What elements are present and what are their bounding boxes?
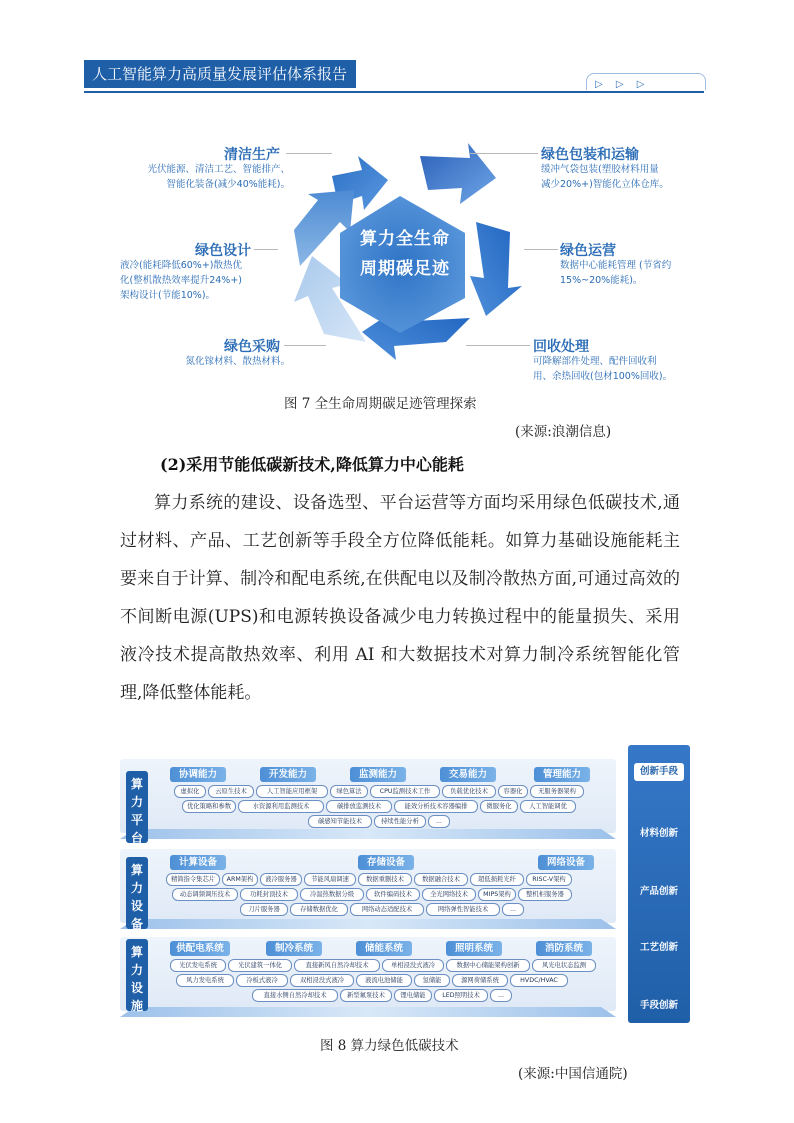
tech-pill: 网络动态适配技术 [350, 903, 424, 916]
tech-pill: 动态调频调压技术 [172, 888, 238, 901]
stage-green-design-title: 绿色设计 [195, 243, 251, 259]
tech-pill: 能效分析技术容器编排 [394, 800, 478, 813]
tech-pill: 碳排放监测技术 [326, 800, 392, 813]
header-title: 人工智能算力高质量发展评估体系报告 [84, 60, 356, 88]
stage-green-procurement-desc: 氮化镓材料、散热材料。 [185, 356, 290, 367]
stage-recycling-title: 回收处理 [533, 339, 589, 355]
tech-pill: 单相浸没式液冷 [382, 959, 444, 972]
leader-line [470, 153, 538, 154]
tech-pill: 双相浸没式液冷 [290, 974, 354, 987]
tech-pill: 新型氟泵技术 [340, 989, 392, 1002]
innovation-item: 材料创新 [639, 828, 678, 839]
leader-line [524, 249, 558, 250]
tech-pill: 液冷服务器 [260, 873, 302, 886]
stage-clean-production-desc: 光伏能源、清洁工艺、智能排产、 智能化装备(减少40%能耗)。 [147, 164, 290, 190]
layer-facility-label: 算力设施 [126, 939, 148, 1011]
tech-pill: 碳感知节能技术 [308, 815, 372, 828]
tech-pill: 锂电储能 [394, 989, 432, 1002]
layer-platform-header: 管理能力 [534, 767, 590, 782]
tech-pill: 光伏建筑一体化 [228, 959, 292, 972]
cycle-center-line2: 周期碳足迹 [360, 259, 450, 279]
tech-pill: 虚拟化 [174, 785, 206, 798]
tech-pill: MIPS架构 [478, 888, 516, 901]
arrow-green-operation [470, 222, 522, 316]
figure-7-source: (来源:浪潮信息) [515, 424, 612, 440]
figure-8-source: (来源:中国信通院) [518, 1066, 628, 1082]
tech-pill: 直接水侧自然冷却技术 [252, 989, 338, 1002]
leader-line [466, 345, 530, 346]
tech-pill: 精简指令集芯片 [166, 873, 220, 886]
tech-pill: 数据重删技术 [358, 873, 412, 886]
tech-pill: 无服务器架构 [530, 785, 584, 798]
header-arrow-icons: ▷ ▷ ▷ [595, 79, 650, 90]
layer-platform-header: 监测能力 [350, 767, 406, 782]
tech-pill: 风光电状态监测 [532, 959, 596, 972]
layer-device-header: 计算设备 [170, 855, 226, 870]
layer-device-header: 网络设备 [538, 855, 594, 870]
stage-green-packaging-desc: 缓冲气袋包装(塑胶材料用量 减少20%+)智能化立体仓库。 [541, 164, 669, 190]
stage-clean-production-title: 清洁生产 [224, 147, 280, 163]
innovation-item: 产品创新 [639, 886, 678, 897]
layer-platform-label: 算力平台 [126, 771, 148, 843]
innovation-heading: 创新手段 [634, 763, 684, 781]
tech-pill: 持续性能分析 [374, 815, 426, 828]
layer-platform-header: 开发能力 [260, 767, 316, 782]
tech-pill: HVDC/HVAC [510, 974, 568, 987]
tech-pill: 数据中心储能架构创新 [446, 959, 530, 972]
innovation-item: 工艺创新 [639, 942, 678, 953]
body-paragraph: 算力系统的建设、设备选型、平台运营等方面均采用绿色低碳技术,通过材料、产品、工艺创新等手段全方位降低能耗。如算力基础设施能耗主要来自于计算、制冷和配电系统,在供配电以及制冷散热方面,可通过高效的不间断电源(UPS)和电源转换设备减少电力转换过程中的能量损失、采用液冷技术提高散热效率、利用 AI 和大数据技术对算力制冷系统智能化管理,降低整体能耗。 [120, 493, 680, 703]
layer-device-base [120, 919, 616, 929]
layer-facility-header: 供配电系统 [170, 941, 230, 956]
tech-pill: 绿色算法 [330, 785, 368, 798]
tech-pill: 微服务化 [480, 800, 518, 813]
layer-facility-header: 照明系统 [446, 941, 502, 956]
tech-pill: 源网荷储系统 [452, 974, 508, 987]
cycle-center-line1: 算力全生命 [360, 229, 450, 249]
leader-line [254, 249, 278, 250]
tech-pill: 整机柜服务器 [518, 888, 572, 901]
innovation-column [628, 745, 690, 1023]
innovation-item: 手段创新 [639, 1000, 678, 1011]
tech-pill: 容器化 [498, 785, 528, 798]
layer-platform-header: 交易能力 [440, 767, 496, 782]
tech-pill: 数据融合技术 [414, 873, 468, 886]
tech-pill: 刀片服务器 [240, 903, 288, 916]
tech-pill: 云原生技术 [208, 785, 254, 798]
tech-pill: RISC-V架构 [526, 873, 572, 886]
stage-recycling-desc: 可降解部件处理、配件回收利 用、余热回收(包材100%回收)。 [533, 356, 673, 382]
tech-pill: 全光网络技术 [422, 888, 476, 901]
layer-facility-header: 制冷系统 [266, 941, 322, 956]
tech-pill: CPU监测技术工作 [370, 785, 440, 798]
tech-pill: 人工智能调优 [520, 800, 576, 813]
tech-pill: 负载优化技术 [442, 785, 496, 798]
stage-green-design-desc: 液冷(能耗降低60%+)散热优 化(整机散热效率提升24%+) 架构设计(节能10%)。 [120, 260, 242, 301]
tech-pill: 超低损耗光纤 [470, 873, 524, 886]
tech-pill: 直接新风自然冷却技术 [294, 959, 380, 972]
stage-green-operation-title: 绿色运营 [560, 243, 616, 259]
tech-pill: ... [490, 989, 512, 1002]
tech-pill: 水资源利用监测技术 [238, 800, 324, 813]
tech-pill: 功耗封顶技术 [240, 888, 298, 901]
layer-facility-base [120, 1007, 616, 1017]
tech-pill: ... [428, 815, 450, 828]
layer-platform-base [120, 829, 616, 839]
figure-8-caption: 图 8 算力绿色低碳技术 [320, 1038, 459, 1054]
layer-platform-header: 协调能力 [170, 767, 226, 782]
tech-pill: 优化策略和参数 [182, 800, 236, 813]
section-heading: (2)采用节能低碳新技术,降低算力中心能耗 [160, 455, 464, 474]
layer-facility-header: 消防系统 [536, 941, 592, 956]
tech-pill: 光伏发电系统 [170, 959, 226, 972]
green-tech-diagram [120, 745, 690, 1023]
tech-pill: 人工智能应用框架 [256, 785, 328, 798]
leader-line [286, 153, 332, 154]
tech-pill: ... [502, 903, 524, 916]
tech-pill: 网络弹性智能技术 [426, 903, 500, 916]
tech-pill: 节能风扇调速 [304, 873, 356, 886]
layer-facility-header: 储能系统 [356, 941, 412, 956]
stage-green-packaging-title: 绿色包装和运输 [541, 147, 639, 163]
stage-green-procurement-title: 绿色采购 [224, 339, 280, 355]
lifecycle-cycle-diagram [270, 138, 530, 368]
figure-7-caption: 图 7 全生命周期碳足迹管理探索 [284, 396, 477, 412]
leader-line [284, 345, 326, 346]
tech-pill: LED照明技术 [434, 989, 488, 1002]
tech-pill: 冷温热数据分级 [300, 888, 364, 901]
tech-pill: 软件编码技术 [366, 888, 420, 901]
tech-pill: 冷板式液冷 [236, 974, 288, 987]
tech-pill: 液流电池储能 [356, 974, 412, 987]
header-rule [84, 91, 704, 93]
layer-device-header: 存储设备 [358, 855, 414, 870]
tech-pill: 存储数据优化 [290, 903, 348, 916]
tech-pill: ARM架构 [222, 873, 258, 886]
layer-device-label: 算力设备 [126, 857, 148, 929]
stage-green-operation-desc: 数据中心能耗管理 (节省约 15%~20%能耗)。 [560, 260, 672, 286]
tech-pill: 氢储能 [414, 974, 450, 987]
tech-pill: 风力发电系统 [176, 974, 234, 987]
